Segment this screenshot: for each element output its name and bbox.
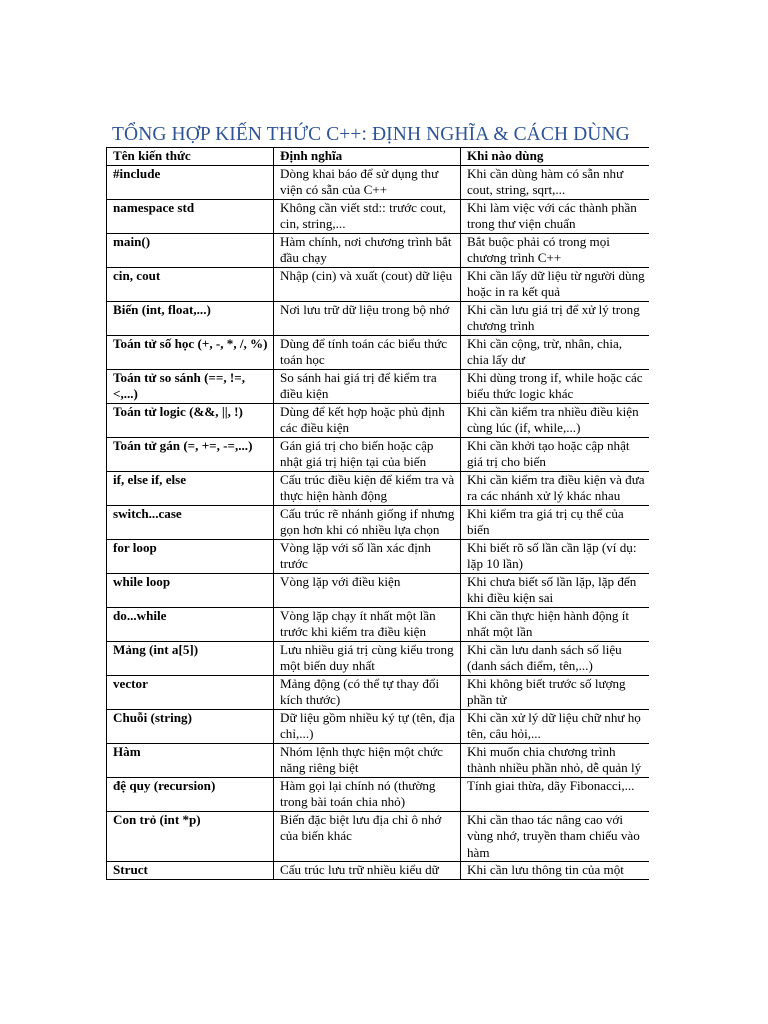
topic-cell: Biến (int, float,...)	[107, 301, 274, 335]
topic-cell: if, else if, else	[107, 471, 274, 505]
topic-cell: switch...case	[107, 505, 274, 539]
usage-cell: Khi biết rõ số lần cần lặp (ví dụ: lặp 10 lần)	[461, 539, 650, 573]
table-row	[107, 607, 650, 641]
topic-cell: #include	[107, 165, 274, 199]
definition-cell: Vòng lặp với số lần xác định trước	[274, 539, 461, 573]
definition-cell: Dùng để kết hợp hoặc phủ định các điều kiện	[274, 403, 461, 437]
definition-cell: Gán giá trị cho biến hoặc cập nhật giá trị hiện tại của biến	[274, 437, 461, 471]
definition-cell: Vòng lặp với điều kiện	[274, 573, 461, 607]
table-row	[107, 573, 650, 607]
definition-cell: Hàm gọi lại chính nó (thường trong bài toán chia nhỏ)	[274, 777, 461, 811]
topic-cell: Chuỗi (string)	[107, 709, 274, 743]
table-row	[107, 862, 650, 880]
usage-cell: Tính giai thừa, dãy Fibonacci,...	[461, 777, 650, 811]
usage-cell: Khi chưa biết số lần lặp, lặp đến khi điều kiện sai	[461, 573, 650, 607]
table-row	[107, 471, 650, 505]
table-row	[107, 301, 650, 335]
table-row	[107, 403, 650, 437]
definition-cell: Nơi lưu trữ dữ liệu trong bộ nhớ	[274, 301, 461, 335]
table-row	[107, 335, 650, 369]
usage-cell: Khi cần dùng hàm có sẵn như cout, string, sqrt,...	[461, 165, 650, 199]
topic-cell: while loop	[107, 573, 274, 607]
usage-cell: Khi cần lưu giá trị để xử lý trong chương trình	[461, 301, 650, 335]
topic-cell: Toán tử số học (+, -, *, /, %)	[107, 335, 274, 369]
definition-cell: Biến đặc biệt lưu địa chỉ ô nhớ của biến khác	[274, 811, 461, 862]
topic-cell: đệ quy (recursion)	[107, 777, 274, 811]
table-header-row	[107, 148, 650, 166]
topic-cell: Hàm	[107, 743, 274, 777]
topic-cell: do...while	[107, 607, 274, 641]
table-row	[107, 539, 650, 573]
definition-cell: Dữ liệu gồm nhiều ký tự (tên, địa chỉ,...)	[274, 709, 461, 743]
table-row	[107, 199, 650, 233]
definition-cell: Dòng khai báo để sử dụng thư viện có sẵn của C++	[274, 165, 461, 199]
usage-cell: Khi cần kiểm tra nhiều điều kiện cùng lúc (if, while,...)	[461, 403, 650, 437]
header-topic: Tên kiến thức	[107, 148, 274, 166]
definition-cell: Cấu trúc lưu trữ nhiều kiểu dữ	[274, 862, 461, 880]
definition-cell: So sánh hai giá trị để kiểm tra điều kiện	[274, 369, 461, 403]
topic-cell: vector	[107, 675, 274, 709]
table-row	[107, 777, 650, 811]
table-row	[107, 743, 650, 777]
usage-cell: Khi cần cộng, trừ, nhân, chia, chia lấy dư	[461, 335, 650, 369]
table-row	[107, 165, 650, 199]
topic-cell: Struct	[107, 862, 274, 880]
definition-cell: Nhóm lệnh thực hiện một chức năng riêng biệt	[274, 743, 461, 777]
usage-cell: Khi muốn chia chương trình thành nhiều phần nhỏ, dễ quản lý	[461, 743, 650, 777]
definition-cell: Không cần viết std:: trước cout, cin, string,...	[274, 199, 461, 233]
table-row	[107, 505, 650, 539]
usage-cell: Khi cần xử lý dữ liệu chữ như họ tên, câu hỏi,...	[461, 709, 650, 743]
header-definition: Định nghĩa	[274, 148, 461, 166]
definition-cell: Vòng lặp chạy ít nhất một lần trước khi kiểm tra điều kiện	[274, 607, 461, 641]
usage-cell: Bắt buộc phải có trong mọi chương trình C++	[461, 233, 650, 267]
table-row	[107, 437, 650, 471]
table-row	[107, 369, 650, 403]
knowledge-table-container	[106, 147, 649, 917]
definition-cell: Hàm chính, nơi chương trình bắt đầu chạy	[274, 233, 461, 267]
definition-cell: Cấu trúc rẽ nhánh giống if nhưng gọn hơn khi có nhiều lựa chọn	[274, 505, 461, 539]
knowledge-table	[106, 147, 649, 880]
topic-cell: Con trỏ (int *p)	[107, 811, 274, 862]
usage-cell: Khi cần thao tác nâng cao với vùng nhớ, truyền tham chiếu vào hàm	[461, 811, 650, 862]
table-row	[107, 811, 650, 862]
topic-cell: Toán tử so sánh (==, !=, <,...)	[107, 369, 274, 403]
header-usage: Khi nào dùng	[461, 148, 650, 166]
document-title: TỔNG HỢP KIẾN THỨC C++: ĐỊNH NGHĨA & CÁCH DÙNG	[112, 124, 630, 145]
table-row	[107, 267, 650, 301]
definition-cell: Cấu trúc điều kiện để kiểm tra và thực hiện hành động	[274, 471, 461, 505]
usage-cell: Khi cần kiểm tra điều kiện và đưa ra các nhánh xử lý khác nhau	[461, 471, 650, 505]
topic-cell: Mảng (int a[5])	[107, 641, 274, 675]
definition-cell: Mảng động (có thể tự thay đổi kích thước)	[274, 675, 461, 709]
usage-cell: Khi cần lấy dữ liệu từ người dùng hoặc in ra kết quả	[461, 267, 650, 301]
table-row	[107, 709, 650, 743]
topic-cell: Toán tử gán (=, +=, -=,...)	[107, 437, 274, 471]
usage-cell: Khi làm việc với các thành phần trong thư viện chuẩn	[461, 199, 650, 233]
usage-cell: Khi cần khởi tạo hoặc cập nhật giá trị cho biến	[461, 437, 650, 471]
table-row	[107, 641, 650, 675]
topic-cell: main()	[107, 233, 274, 267]
topic-cell: namespace std	[107, 199, 274, 233]
usage-cell: Khi cần lưu danh sách số liệu (danh sách điểm, tên,...)	[461, 641, 650, 675]
topic-cell: for loop	[107, 539, 274, 573]
definition-cell: Lưu nhiều giá trị cùng kiểu trong một biến duy nhất	[274, 641, 461, 675]
topic-cell: Toán tử logic (&&, ||, !)	[107, 403, 274, 437]
topic-cell: cin, cout	[107, 267, 274, 301]
usage-cell: Khi kiểm tra giá trị cụ thể của biến	[461, 505, 650, 539]
definition-cell: Dùng để tính toán các biểu thức toán học	[274, 335, 461, 369]
usage-cell: Khi không biết trước số lượng phần tử	[461, 675, 650, 709]
definition-cell: Nhập (cin) và xuất (cout) dữ liệu	[274, 267, 461, 301]
table-row	[107, 233, 650, 267]
usage-cell: Khi dùng trong if, while hoặc các biểu thức logic khác	[461, 369, 650, 403]
usage-cell: Khi cần thực hiện hành động ít nhất một lần	[461, 607, 650, 641]
table-row	[107, 675, 650, 709]
usage-cell: Khi cần lưu thông tin của một	[461, 862, 650, 880]
